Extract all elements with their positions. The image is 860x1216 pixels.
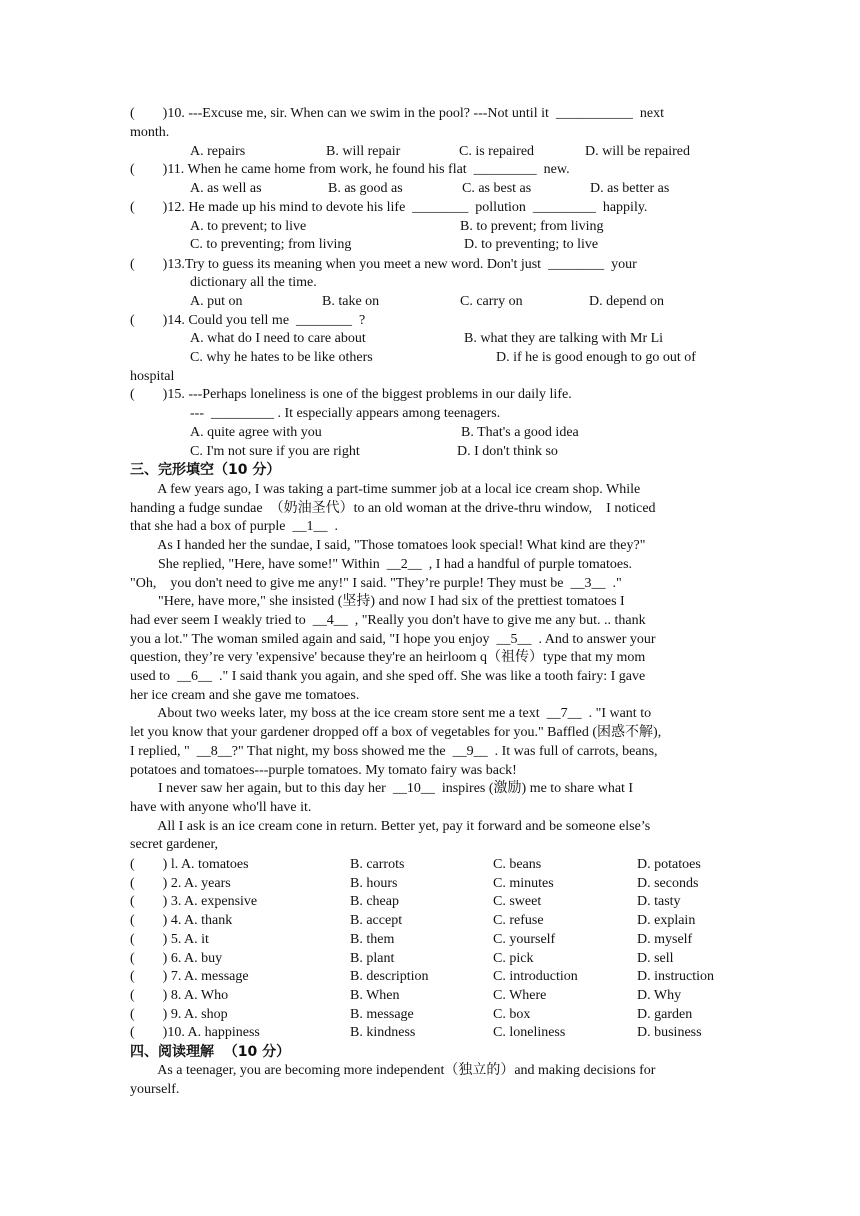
cloze-option-c: C. refuse xyxy=(493,913,544,929)
cloze-option-a: ( )10. A. happiness xyxy=(130,1025,260,1041)
question-15-stem: ( )15. ---Perhaps loneliness is one of the biggest problems in our daily life. xyxy=(130,387,572,402)
question-15-option-c: C. I'm not sure if you are right xyxy=(190,444,360,459)
cloze-option-d: D. potatoes xyxy=(637,857,701,872)
passage-line: that she had a box of purple __1__ . xyxy=(130,519,339,535)
question-11-option-d: D. as better as xyxy=(590,181,670,196)
question-10-stem-cont: month. xyxy=(130,125,170,140)
reading-intro-line-2: yourself. xyxy=(130,1082,180,1097)
reading-intro-line-1: As a teenager, you are becoming more independent（独立的）and making decisions for xyxy=(130,1063,656,1078)
question-13-option-c: C. carry on xyxy=(460,294,523,309)
cloze-option-a: ( ) 5. A. it xyxy=(130,931,209,947)
cloze-option-b: B. them xyxy=(350,931,395,947)
passage-line: have with anyone who'll have it. xyxy=(130,799,312,815)
passage-line: I never saw her again, but to this day her __10__ inspires (激励) me to share what I xyxy=(130,781,634,797)
question-14-option-d-cont: hospital xyxy=(130,369,175,384)
cloze-option-c: C. yourself xyxy=(493,931,556,947)
passage-line: A few years ago, I was taking a part-time summer job at a local ice cream shop. While xyxy=(130,482,641,497)
cloze-option-c: C. introduction xyxy=(493,969,578,985)
question-15-option-b: B. That's a good idea xyxy=(461,425,579,440)
cloze-option-a: ( ) 2. A. years xyxy=(130,875,231,891)
passage-line: "Oh, you don't need to give me any!" I said. "They’re purple! They must be __3__ ." xyxy=(130,575,622,591)
question-12-option-b: B. to prevent; from living xyxy=(460,219,604,234)
cloze-option-c: C. beans xyxy=(493,857,542,872)
question-10-option-c: C. is repaired xyxy=(459,144,535,159)
section-3-heading: 三、完形填空（10 分） xyxy=(130,462,281,478)
passage-line: used to __6__ ." I said thank you again, and she sped off. She was like a tooth fairy: I gave xyxy=(130,669,646,684)
passage-line: secret gardener, xyxy=(130,837,219,853)
question-10-stem: ( )10. ---Excuse me, sir. When can we swim in the pool? ---Not until it ___________ next xyxy=(130,106,664,121)
cloze-option-d: D. Why xyxy=(637,987,682,1003)
cloze-option-a: ( ) 6. A. buy xyxy=(130,950,223,966)
question-10-option-b: B. will repair xyxy=(326,144,401,159)
cloze-option-a: ( ) 9. A. shop xyxy=(130,1006,228,1022)
passage-line: her ice cream and she gave me tomatoes. xyxy=(130,687,360,703)
cloze-option-b: B. plant xyxy=(350,950,395,966)
question-11-option-b: B. as good as xyxy=(328,181,403,196)
question-15-stem-cont: --- _________ . It especially appears among teenagers. xyxy=(190,406,501,421)
question-11-stem: ( )11. When he came home from work, he found his flat _________ new. xyxy=(130,162,570,177)
cloze-option-d: D. business xyxy=(637,1025,702,1041)
passage-line: had ever seem I weakly tried to __4__ , "Really you don't have to give me any but. .. thank xyxy=(130,612,646,628)
cloze-option-b: B. carrots xyxy=(350,857,405,872)
cloze-option-c: C. pick xyxy=(493,950,534,966)
cloze-option-d: D. explain xyxy=(637,913,696,929)
passage-line: you a lot." The woman smiled again and said, "I hope you enjoy __5__ . And to answer your xyxy=(130,631,656,647)
cloze-option-b: B. cheap xyxy=(350,894,399,910)
cloze-option-a: ( ) l. A. tomatoes xyxy=(130,857,249,872)
passage-line: About two weeks later, my boss at the ice cream store sent me a text __7__ . "I want to xyxy=(130,706,652,722)
question-14-stem: ( )14. Could you tell me ________ ? xyxy=(130,313,366,328)
question-14-option-b: B. what they are talking with Mr Li xyxy=(464,331,664,346)
cloze-option-d: D. instruction xyxy=(637,969,714,985)
passage-line: All I ask is an ice cream cone in return. Better yet, pay it forward and be someone else’s xyxy=(130,818,651,834)
cloze-option-c: C. loneliness xyxy=(493,1025,566,1041)
passage-line: question, they’re very 'expensive' because they're an heirloom q（祖传）type that my mom xyxy=(130,650,646,666)
cloze-option-b: B. hours xyxy=(350,875,398,891)
cloze-option-c: C. sweet xyxy=(493,894,542,910)
question-12-option-d: D. to preventing; to live xyxy=(464,237,599,252)
question-15-option-a: A. quite agree with you xyxy=(190,425,322,440)
passage-line: As I handed her the sundae, I said, "Those tomatoes look special! What kind are they?" xyxy=(130,538,646,554)
question-12-stem: ( )12. He made up his mind to devote his life ________ pollution _________ happily. xyxy=(130,200,648,215)
passage-line: She replied, "Here, have some!" Within __2__ , I had a handful of purple tomatoes. xyxy=(130,556,633,572)
passage-line: I replied, " __8__?" That night, my boss showed me the __9__ . It was full of carrots, beans, xyxy=(130,743,658,759)
cloze-option-c: C. box xyxy=(493,1006,531,1022)
question-12-option-a: A. to prevent; to live xyxy=(190,219,307,234)
question-14-option-a: A. what do I need to care about xyxy=(190,331,366,346)
cloze-option-b: B. accept xyxy=(350,913,403,929)
question-12-option-c: C. to preventing; from living xyxy=(190,237,352,252)
cloze-option-a: ( ) 3. A. expensive xyxy=(130,894,258,910)
question-13-stem: ( )13.Try to guess its meaning when you meet a new word. Don't just ________ your xyxy=(130,257,637,272)
passage-line: handing a fudge sundae （奶油圣代）to an old woman at the drive-thru window, I noticed xyxy=(130,500,656,516)
cloze-option-c: C. minutes xyxy=(493,875,554,891)
section-4-heading: 四、阅读理解 （10 分） xyxy=(130,1044,291,1060)
question-13-option-d: D. depend on xyxy=(589,294,665,309)
cloze-option-a: ( ) 8. A. Who xyxy=(130,987,229,1003)
cloze-option-d: D. garden xyxy=(637,1006,693,1022)
question-10-option-a: A. repairs xyxy=(190,144,246,159)
cloze-option-b: B. message xyxy=(350,1006,414,1022)
cloze-option-d: D. tasty xyxy=(637,894,681,910)
passage-line: let you know that your gardener dropped off a box of vegetables for you." Baffled (困惑不解), xyxy=(130,725,662,741)
question-10-option-d: D. will be repaired xyxy=(585,144,690,159)
question-13-option-b: B. take on xyxy=(322,294,380,309)
question-14-option-c: C. why he hates to be like others xyxy=(190,350,373,365)
cloze-option-a: ( ) 7. A. message xyxy=(130,969,249,985)
question-15-option-d: D. I don't think so xyxy=(457,444,558,459)
cloze-option-b: B. kindness xyxy=(350,1025,416,1041)
passage-line: potatoes and tomatoes---purple tomatoes. My tomato fairy was back! xyxy=(130,762,517,778)
passage-line: "Here, have more," she insisted (坚持) and now I had six of the prettiest tomatoes I xyxy=(130,594,625,610)
cloze-option-c: C. Where xyxy=(493,987,547,1003)
cloze-option-b: B. When xyxy=(350,987,400,1003)
cloze-option-d: D. myself xyxy=(637,931,693,947)
cloze-option-d: D. seconds xyxy=(637,875,699,891)
question-14-option-d: D. if he is good enough to go out of xyxy=(496,350,696,365)
question-11-option-a: A. as well as xyxy=(190,181,262,196)
cloze-option-b: B. description xyxy=(350,969,429,985)
cloze-option-a: ( ) 4. A. thank xyxy=(130,913,233,929)
question-13-stem-cont: dictionary all the time. xyxy=(190,275,317,290)
question-13-option-a: A. put on xyxy=(190,294,243,309)
question-11-option-c: C. as best as xyxy=(462,181,532,196)
cloze-option-d: D. sell xyxy=(637,950,674,966)
